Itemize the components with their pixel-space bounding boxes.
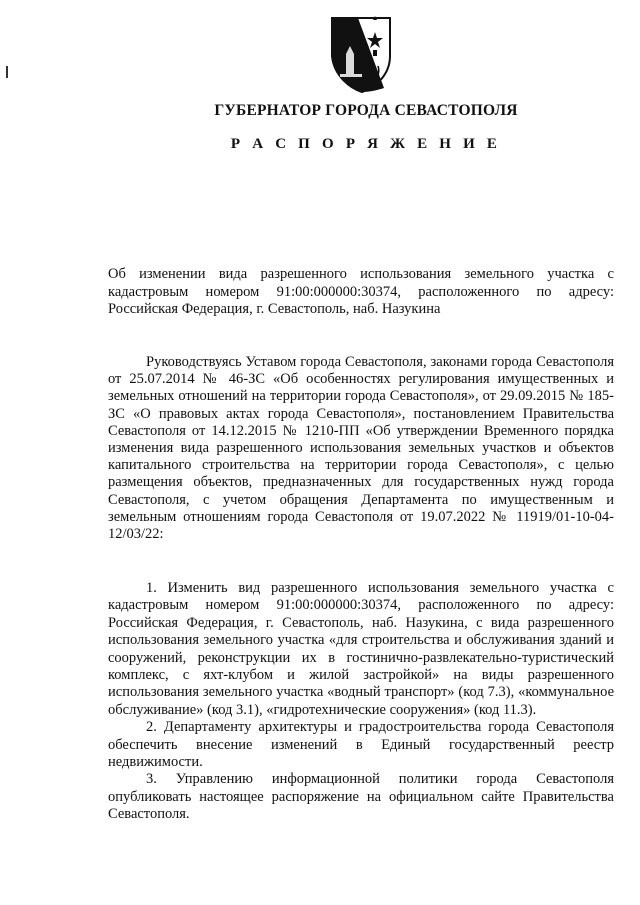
order-item-1: 1. Изменить вид разрешенного использования земельного участка с кадастровым номером 91:00:000000:30374, расположенного по адресу: Российская Федерация, г. Севастополь, наб. Назукина, с вида разрешенного использования земельного участка «для строительства и обслуживания зданий и сооружений, реконструкции их в гостинично-развлекательно-туристический комплекс, с яхт-клубом и жилой застройкой» на виды разрешенного использования земельного участка «водный транспорт» (код 7.3), «коммунальное обслуживание» (код 3.1), «гидротехнические сооружения» (код 11.3). [108,580,614,718]
subject-text: Об изменении вида разрешенного использования земельного участка с кадастровым номером 91:00:000000:30374, расположенного по адресу: Российская Федерация, г. Севастополь, наб. Назукина [108,266,614,317]
coat-of-arms-icon [326,10,398,94]
scan-margin-mark [6,66,8,78]
document-type-text: Р А С П О Р Я Ж Е Н И Е [230,136,502,152]
order-list [108,580,614,824]
preamble-text: Руководствуясь Уставом города Севастополя, законами города Севастополя от 25.07.2014 № 46-ЗС «Об особенностях регулирования имущественных и земельных отношений на территории города Севастополя», от 29.09.2015 № 185-ЗС «О правовых актах города Севастополя», постановлением Правительства Севастополя от 14.12.2015 № 1210-ПП «Об утверждении Временного порядка изменения вида разрешенного использования земельных участков и объектов капитального строительства на территории города Севастополя», с целью размещения объектов, предназначенных для государственных нужд города Севастополя, с учетом обращения Департамента по имущественным и земельным отношениям города Севастополя от 19.07.2022 № 11919/01-10-04-12/03/22: [108,354,614,543]
document-preamble [108,354,614,543]
authority-title-text: ГУБЕРНАТОР ГОРОДА СЕВАСТОПОЛЯ [214,102,518,119]
authority-title [0,102,640,120]
document-type [0,136,640,153]
order-item-3: 3. Управлению информационной политики города Севастополя опубликовать настоящее распоряжение на официальном сайте Правительства Севастополя. [108,771,614,823]
document-subject [108,266,614,319]
order-item-2: 2. Департаменту архитектуры и градостроительства города Севастополя обеспечить внесение изменений в Единый государственный реестр недвижимости. [108,719,614,771]
